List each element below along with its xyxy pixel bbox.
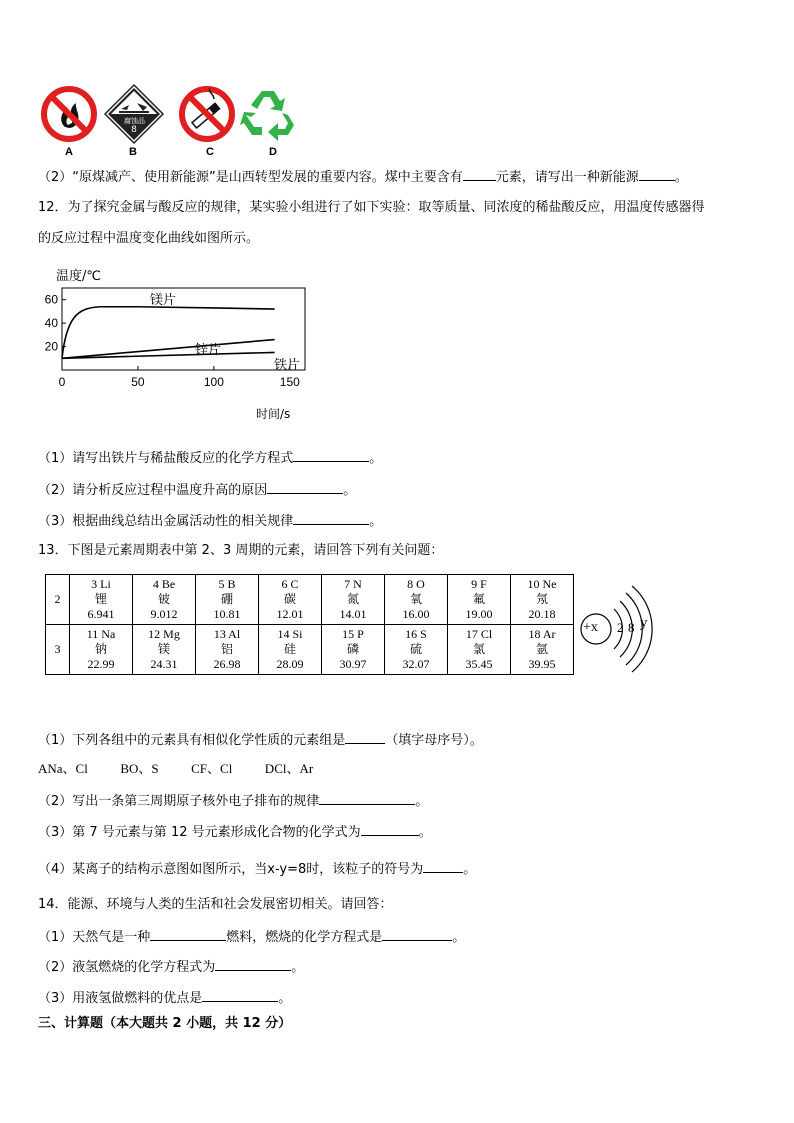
element-cell: 17 Cl 氯 35.45 [448,625,511,675]
period-row-2 [46,575,574,625]
element-cell: 6 C 碳 12.01 [259,575,322,625]
ion-shell-1: 2 [617,620,624,635]
element-cell: 9 F 氟 19.00 [448,575,511,625]
x-tick-label: 50 [131,375,145,389]
y-tick-label: 20 [44,339,58,354]
element-cell: 8 O 氧 16.00 [385,575,448,625]
y-tick-label: 40 [44,316,58,331]
x-tick-label: 0 [58,375,66,389]
series-line [62,307,275,359]
ion-nucleus-label: +x [583,620,598,635]
corrosive-label: 腐蚀品 [124,117,145,125]
safety-icons [38,83,298,159]
q12-line2: 的反应过程中温度变化曲线如图所示。 [38,231,260,246]
period-number: 2 [46,575,70,625]
icon-label-a: A [65,146,73,158]
no-fire-icon [40,85,98,143]
period-row-3 [46,625,574,675]
periodic-table [45,574,574,675]
q13-sub1: （1）下列各组中的元素具有相似化学性质的元素组是 （填字母序号）。 [38,733,483,748]
q13-sub2: （2）写出一条第三周期原子核外电子排布的规律 。 [38,794,429,809]
q13-intro: 13．下图是元素周期表中第 2、3 周期的元素，请回答下列有关问题： [38,543,444,558]
element-cell: 14 Si 硅 28.09 [259,625,322,675]
element-cell: 3 Li 锂 6.941 [70,575,133,625]
element-cell: 10 Ne 氖 20.18 [511,575,574,625]
icon-label-b: B [129,146,137,158]
corrosive-icon [103,83,165,145]
q14-sub3: （3）用液氢做燃料的优点是 。 [38,991,292,1006]
element-cell: 11 Na 钠 22.99 [70,625,133,675]
period-number: 3 [46,625,70,675]
chart-ylabel: 温度/℃ [56,269,101,284]
q12-sub1: （1）请写出铁片与稀盐酸反应的化学方程式 。 [38,451,383,466]
element-cell: 15 P 磷 30.97 [322,625,385,675]
element-cell: 5 B 硼 10.81 [196,575,259,625]
ion-shell-3: y [640,615,648,631]
q11-2: （2）“原煤减产、使用新能源”是山西转型发展的重要内容。煤中主要含有 元素，请写出一种新能源 。 [38,170,688,185]
q14-intro: 14．能源、环境与人类的生活和社会发展密切相关。请回答： [38,897,393,912]
element-cell: 4 Be 铍 9.012 [133,575,196,625]
recycle-icon [240,85,296,141]
no-smoking-icon [178,85,236,143]
series-label: 锌片 [195,343,222,358]
q12-sub3: （3）根据曲线总结出金属活动性的相关规律 。 [38,514,383,529]
q14-sub2: （2）液氢燃烧的化学方程式为 。 [38,960,305,975]
x-tick-label: 100 [203,375,224,389]
series-label: 镁片 [150,293,177,308]
temperature-chart [30,262,320,428]
element-cell: 16 S 硫 32.07 [385,625,448,675]
q13-options: ANa、Cl BO、S CF、Cl DCl、Ar [38,761,314,776]
x-tick-label: 150 [279,375,300,389]
q12-line1: 12．为了探究金属与酸反应的规律，某实验小组进行了如下实验：取等质量、同浓度的稀盐酸反应，用温度传感器得 [38,200,705,215]
element-cell: 7 N 氮 14.01 [322,575,385,625]
q12-sub2: （2）请分析反应过程中温度升高的原因 。 [38,483,357,498]
element-cell: 13 Al 铝 26.98 [196,625,259,675]
series-label: 铁片 [274,358,301,373]
section-3-heading: 三、计算题（本大题共 2 小题，共 12 分） [38,1016,292,1031]
icon-label-d: D [269,146,277,158]
element-cell: 12 Mg 镁 24.31 [133,625,196,675]
q14-sub1: （1）天然气是一种 燃料，燃烧的化学方程式是 。 [38,930,466,945]
ion-shell-2: 8 [628,620,635,635]
q13-sub4: （4）某离子的结构示意图如图所示，当x-y=8时，该粒子的符号为 。 [38,862,477,877]
corrosive-class-number: 8 [131,125,137,135]
element-cell: 18 Ar 氩 39.95 [511,625,574,675]
icon-label-c: C [206,146,214,158]
chart-xlabel: 时间/s [256,407,291,421]
q13-sub3: （3）第 7 号元素与第 12 号元素形成化合物的化学式为 。 [38,825,432,840]
y-tick-label: 60 [44,292,58,307]
